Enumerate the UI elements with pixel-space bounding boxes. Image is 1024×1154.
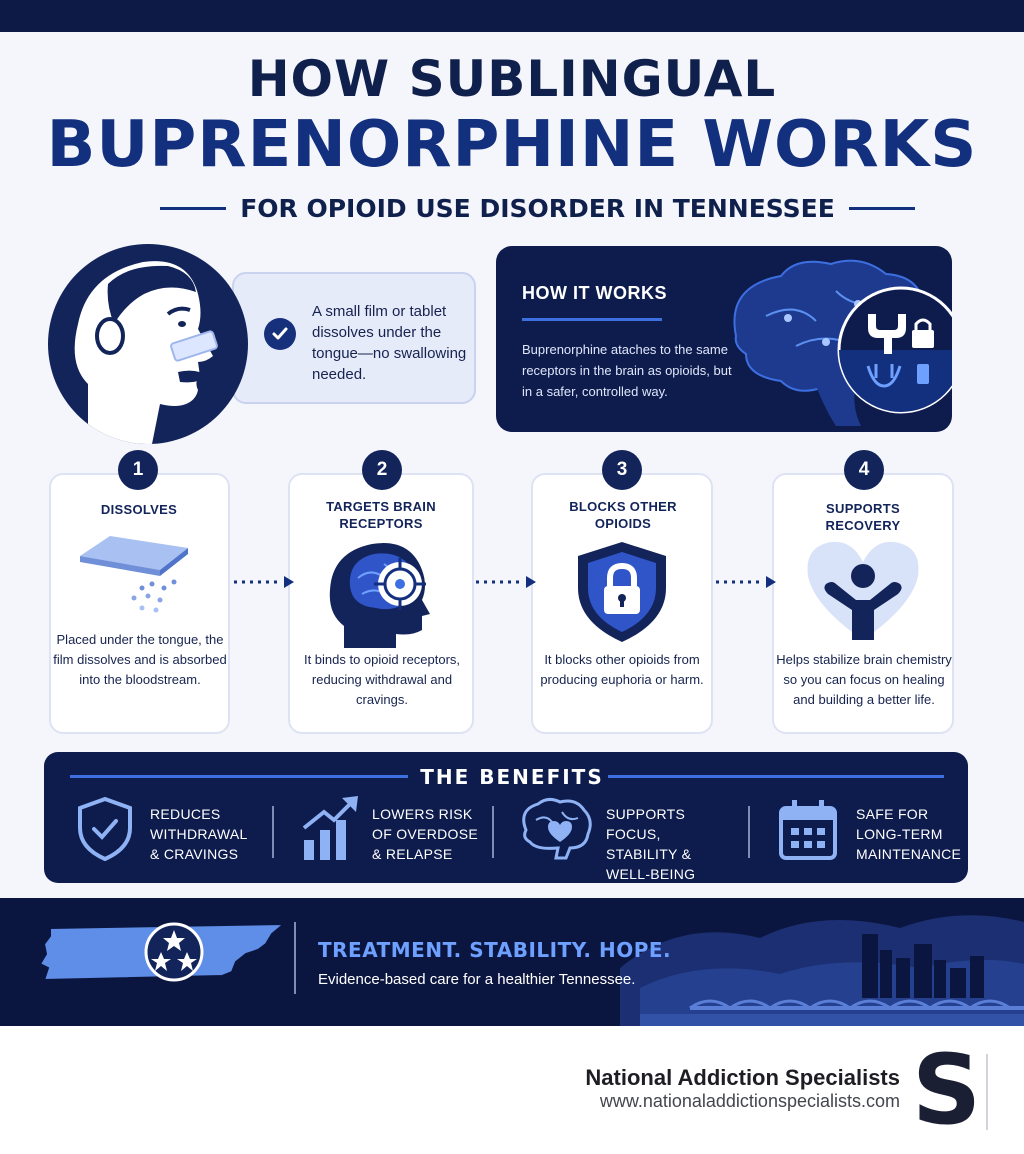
step-title-4: SUPPORTS RECOVERY: [825, 501, 901, 533]
benefit-divider-3: [748, 806, 750, 858]
step-title-2: TARGETS BRAIN RECEPTORS: [326, 499, 436, 531]
step-text-1: Placed under the tongue, the film dissolves and is absorbed into the bloodstream.: [53, 632, 227, 687]
subtitle: FOR OPIOID USE DISORDER IN TENNESSEE: [240, 193, 835, 223]
film-description: A small film or tablet dissolves under the tongue—no swallowing needed.: [312, 303, 467, 383]
subtitle-line-left: [160, 207, 226, 210]
top-bar: [0, 0, 1024, 32]
benefit-text-2: LOWERS RISK OF OVERDOSE & RELAPSE: [372, 806, 478, 862]
face-profile-icon: [48, 244, 248, 444]
dissolving-film-icon: [72, 528, 202, 614]
subtitle-line-right: [849, 207, 915, 210]
arrow-right-icon-3: [714, 574, 778, 590]
subtitle-row: [160, 190, 915, 226]
benefit-text-4: SAFE FOR LONG-TERM MAINTENANCE: [856, 806, 962, 862]
title-line-1: HOW SUBLINGUAL: [247, 50, 777, 108]
banner-subtitle: Evidence-based care for a healthier Tennessee.: [318, 971, 636, 988]
tennessee-map-icon: [36, 920, 290, 984]
step-text-2: It binds to opioid receptors, reducing withdrawal and cravings.: [303, 652, 461, 707]
benefit-divider-1: [272, 806, 274, 858]
step-title-1: DISSOLVES: [100, 502, 178, 517]
arrow-right-icon-1: [232, 574, 296, 590]
shield-check-icon: [76, 796, 134, 862]
arrow-right-icon-2: [474, 574, 538, 590]
brand-url: www.nationaladdictionspecialists.com: [599, 1091, 900, 1111]
calendar-icon: [778, 798, 838, 862]
step-number-4: 4: [844, 450, 884, 490]
benefit-text-1: REDUCES WITHDRAWAL & CRAVINGS: [150, 806, 248, 862]
step-title-3: BLOCKS OTHER OPIOIDS: [569, 499, 677, 531]
brand-logo: S: [912, 1034, 982, 1146]
step-text-3: It blocks other opioids from producing euphoria or harm.: [540, 652, 704, 687]
chart-up-icon: [300, 794, 362, 862]
benefit-divider-2: [492, 806, 494, 858]
step-number-1: 1: [118, 450, 158, 490]
banner-divider: [294, 922, 296, 994]
brain-target-icon: [322, 538, 434, 648]
step-text-4: Helps stabilize brain chemistry so you can focus on healing and building a better life.: [776, 652, 952, 707]
benefit-text-3: SUPPORTS FOCUS, STABILITY & WELL-BEING: [606, 806, 696, 882]
step-number-3: 3: [602, 450, 642, 490]
how-it-works-underline: [522, 318, 662, 321]
how-it-works-title: HOW IT WORKS: [522, 283, 667, 303]
face-illustration: [48, 244, 248, 444]
logo-divider: [986, 1054, 988, 1130]
check-icon: [264, 318, 296, 350]
step-number-2: 2: [362, 450, 402, 490]
how-it-works-text: Buprenorphine ataches to the same receptors in the brain as opioids, but in a safer, controlled way.: [522, 342, 732, 399]
banner-title: TREATMENT. STABILITY. HOPE.: [318, 938, 672, 962]
shield-lock-icon: [574, 540, 670, 644]
brand-name: National Addiction Specialists: [585, 1065, 900, 1090]
title-line-2: BUPRENORPHINE WORKS: [46, 108, 978, 182]
brain-heart-icon: [516, 796, 594, 860]
heart-person-icon: [804, 540, 922, 644]
benefits-title: THE BENEFITS: [420, 765, 604, 789]
